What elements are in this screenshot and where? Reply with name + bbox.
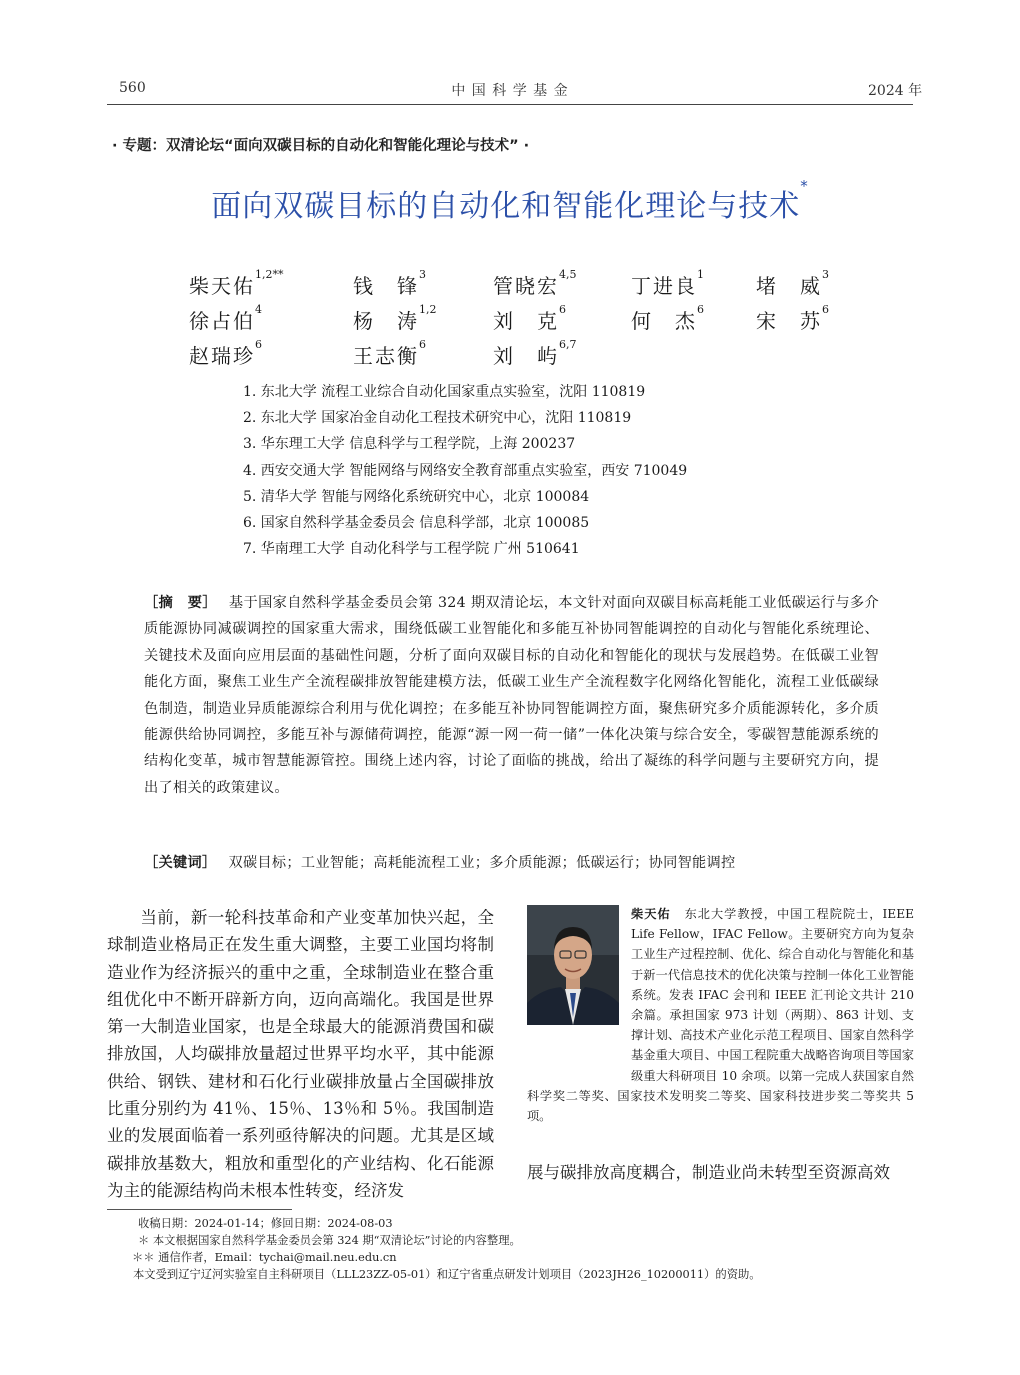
footnote-funding: 本文受到辽宁辽河实验室自主科研项目（LLL23ZZ-05-01）和辽宁省重点研发计划项目（2023JH26_10200011）的资助。: [133, 1268, 761, 1281]
footnote-source: ＊ 本文根据国家自然科学基金委员会第 324 期“双清论坛”讨论的内容整理。: [138, 1234, 521, 1247]
affiliation-list: [243, 379, 687, 562]
footnote-rule: [107, 1209, 292, 1210]
author: 杨 涛$^{1,2}$: [353, 303, 437, 333]
page-number: 560: [119, 80, 146, 96]
author-bio: [527, 904, 914, 1126]
header-rule: [107, 104, 913, 105]
abstract: [144, 590, 879, 801]
bio-text: 东北大学教授，中国工程院院士，IEEE Life Fellow，IFAC Fellow。主要研究方向为复杂工业生产过程控制、优化、综合自动化与智能化和基于新一代信息技术的优化决策与控制一体化工业智能系统。发表 IFAC 会刊和 IEEE 汇刊论文共计 210 余篇。承担国家 973 计划（两期）、863 计划、支撑计划、高技术产业化示范工程项目、国家自然科学基金重大项目、中国工程院重大战略咨询项目等国家级重大科研项目 10 余项。以第一完成人获国家自然科学奖二等奖、国家技术发明奖二等奖、国家科技进步奖二等奖共 5 项。: [527, 907, 915, 1124]
topic-line: · 专题：双清论坛“面向双碳目标的自动化和智能化理论与技术” ·: [112, 138, 530, 154]
title-footnote-mark: *: [800, 177, 809, 195]
author: 赵瑞珍$^6$: [189, 338, 262, 368]
author: 何 杰$^6$: [631, 303, 704, 333]
body-text-right-column: 展与碳排放高度耦合，制造业尚未转型至资源高效: [527, 1163, 890, 1182]
affiliation: 1. 东北大学 流程工业综合自动化国家重点实验室，沈阳 110819: [243, 384, 646, 400]
paper-title: [0, 177, 1020, 225]
title-text: 面向双碳目标的自动化和智能化理论与技术: [211, 189, 801, 224]
author: 刘 屿$^{6,7}$: [493, 338, 577, 368]
author: 堵 威$^3$: [756, 268, 829, 298]
affiliation: 4. 西安交通大学 智能网络与网络安全教育部重点实验室，西安 710049: [243, 462, 688, 479]
footnote-dates: 收稿日期：2024-01-14；修回日期：2024-08-03: [138, 1217, 393, 1230]
abstract-label: ［摘 要］: [144, 595, 217, 611]
keywords-label: ［关键词］: [144, 855, 217, 871]
journal-year: 2024 年: [868, 83, 923, 99]
affiliation: 2. 东北大学 国家冶金自动化工程技术研究中心，沈阳 110819: [243, 410, 632, 427]
abstract-text: 基于国家自然科学基金委员会第 324 期双清论坛，本文针对面向双碳目标高耗能工业低碳运行与多介质能源协同减碳调控的国家重大需求，围绕低碳工业智能化和多能互补协同智能调控的自动化与智能化系统理论、关键技术及面向应用层面的基础性问题，分析了面向双碳目标的自动化和智能化的现状与发展趋势。在低碳工业智能化方面，聚焦工业生产全流程碳排放智能建模方法，低碳工业生产全流程数字化网络化智能化，流程工业低碳绿色制造，制造业异质能源综合利用与优化调控；在多能互补协同智能调控方面，聚焦研究多介质能源转化，多介质能源供给协同调控，多能互补与源储荷调控，能源“源一网一荷一储”一体化决策与综合安全，零碳智慧能源系统的结构化变革，城市智慧能源管控。围绕上述内容，讨论了面临的挑战，给出了凝练的科学问题与主要研究方向，提出了相关的政策建议。: [144, 595, 879, 796]
journal-name: 中 国 科 学 基 金: [451, 83, 569, 99]
author: 宋 苏$^6$: [756, 303, 829, 333]
affiliation: 7. 华南理工大学 自动化科学与工程学院 广州 510641: [243, 541, 580, 558]
affiliation: 3. 华东理工大学 信息科学与工程学院，上海 200237: [243, 436, 576, 453]
author: 管晓宏$^{4,5}$: [493, 268, 577, 298]
body-text-left-column: 当前，新一轮科技革命和产业变革加快兴起，全球制造业格局正在发生重大调整，主要工业国均将制造业作为经济振兴的重中之重，全球制造业在整合重组优化中不断开辟新方向，迈向高端化。我国是世界第一大制造业国家，也是全球最大的能源消费国和碳排放国，人均碳排放量超过世界平均水平，其中能源供给、钢铁、建材和石化行业碳排放量占全国碳排放比重分别约为 41％、15％、13％和 5％。我国制造业的发展面临着一系列亟待解决的问题。尤其是区域碳排放基数大，粗放和重型化的产业结构、化石能源为主的能源结构尚未根本性转变，经济发: [107, 908, 494, 1200]
author: 刘 克$^6$: [493, 303, 566, 333]
author: 钱 锋$^3$: [353, 268, 426, 298]
keywords: [144, 852, 879, 872]
author: 王志衡$^6$: [353, 338, 426, 368]
author: 徐占伯$^4$: [189, 303, 262, 333]
affiliation: 6. 国家自然科学基金委员会 信息科学部，北京 100085: [243, 515, 590, 532]
footnote-corresponding-author: ＊＊ 通信作者，Email：tychai@mail.neu.edu.cn: [132, 1251, 397, 1264]
author: 柴天佑$^{1,2**}$: [189, 268, 284, 298]
affiliation: 5. 清华大学 智能与网络化系统研究中心，北京 100084: [243, 488, 590, 505]
author: 丁进良$^1$: [631, 268, 704, 298]
bio-name: 柴天佑: [631, 907, 671, 921]
keywords-text: 双碳目标；工业智能；高耗能流程工业；多介质能源；低碳运行；协同智能调控: [228, 855, 736, 871]
